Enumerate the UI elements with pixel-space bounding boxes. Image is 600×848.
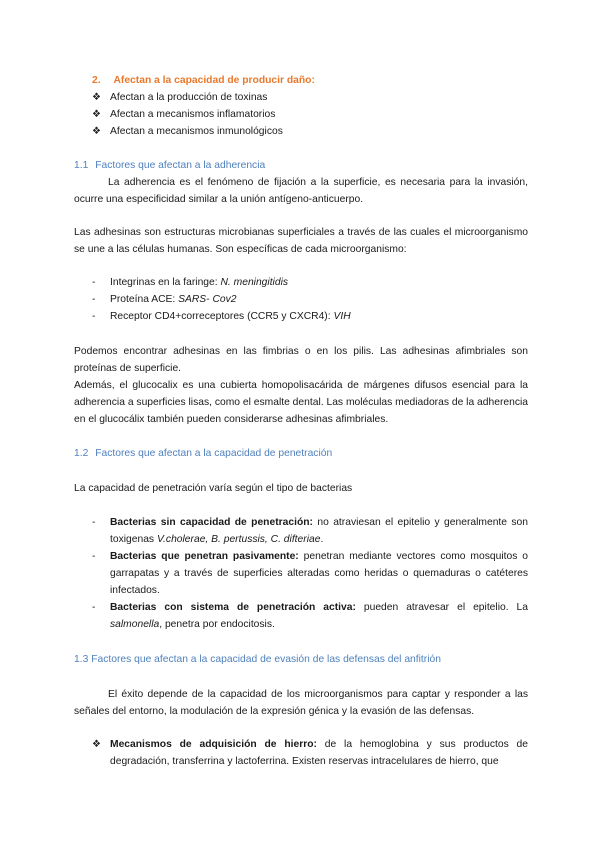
adhesin-list-item: Receptor CD4+correceptores (CCR5 y CXCR4): VIH: [110, 311, 351, 322]
penetration-intro: La capacidad de penetración varía según el tipo de bacterias: [74, 483, 353, 494]
penetration-list-item: Bacterias con sistema de penetración activa: pueden atravesar el epitelio. La salmonella, penetra por endocitosis.: [110, 602, 528, 630]
dash-bullet-icon: -: [92, 294, 96, 305]
section-1-2-number: 1.2: [74, 448, 89, 459]
section-2-heading: [92, 72, 315, 89]
penetration-list-item: Bacterias que penetran pasivamente: penetran mediante vectores como mosquitos o garrapatas y a través de superficies alteradas como heridas o quemaduras o catéteres infectados.: [110, 551, 528, 596]
section-1-1-title: Factores que afectan a la adherencia: [95, 160, 266, 171]
dash-bullet-icon: -: [92, 551, 96, 562]
adherence-paragraph-1: La adherencia es el fenómeno de fijación a la superficie, es necesaria para la invasión, ocurre una especificidad similar a la unión antígeno-anticuerpo.: [74, 177, 528, 205]
section-1-2-heading: [74, 445, 332, 462]
adherence-paragraph-4: Además, el glucocalix es una cubierta homopolisacárida de márgenes difusos esencial para la adherencia a superficies lisas, como el esmalte dental. Las moléculas mediadoras de la adherencia en el glucocálix también pueden considerarse adhesinas afimbriales.: [74, 380, 528, 425]
section-2-number: 2.: [92, 75, 101, 86]
section-2-title: Afectan a la capacidad de producir daño:: [113, 75, 315, 86]
section-2-bullet: Afectan a la producción de toxinas: [110, 92, 268, 103]
diamond-bullet-icon: ❖: [92, 109, 101, 120]
adherence-paragraph-3: Podemos encontrar adhesinas en las fimbrias o en los pilis. Las adhesinas afimbriales son proteínas de superficie.: [74, 346, 528, 374]
section-1-3-title: Factores que afectan a la capacidad de evasión de las defensas del anfitrión: [91, 654, 441, 665]
diamond-bullet-icon: ❖: [92, 92, 101, 103]
section-2-bullet: Afectan a mecanismos inflamatorios: [110, 109, 276, 120]
diamond-bullet-icon: ❖: [92, 126, 101, 137]
adherence-paragraph-2: Las adhesinas son estructuras microbianas superficiales a través de las cuales el microorganismo se une a las células humanas. Son específicas de cada microorganismo:: [74, 227, 528, 255]
iron-acquisition-item: Mecanismos de adquisición de hierro: de la hemoglobina y sus productos de degradación, transferrina y lactoferrina. Existen reservas intracelulares de hierro, que: [110, 739, 528, 767]
section-1-1-number: 1.1: [74, 160, 89, 171]
section-1-1-heading: [74, 157, 265, 174]
adhesin-list-item: Proteína ACE: SARS- Cov2: [110, 294, 237, 305]
evasion-paragraph-1: El éxito depende de la capacidad de los microorganismos para captar y responder a las señales del entorno, la modulación de la expresión génica y la evasión de las defensas.: [74, 689, 528, 717]
adhesin-list-item: Integrinas en la faringe: N. meningitidis: [110, 277, 289, 288]
dash-bullet-icon: -: [92, 517, 96, 528]
section-1-3-heading: [74, 651, 441, 668]
penetration-list-item: Bacterias sin capacidad de penetración: no atraviesan el epitelio y generalmente son toxigenas V.cholerae, B. pertussis, C. difteriae.: [110, 517, 528, 545]
diamond-bullet-icon: ❖: [92, 739, 101, 750]
section-1-2-title: Factores que afectan a la capacidad de penetración: [95, 448, 333, 459]
section-1-3-number: 1.3: [74, 654, 89, 665]
dash-bullet-icon: -: [92, 602, 96, 613]
dash-bullet-icon: -: [92, 311, 96, 322]
dash-bullet-icon: -: [92, 277, 96, 288]
section-2-bullet: Afectan a mecanismos inmunológicos: [110, 126, 283, 137]
